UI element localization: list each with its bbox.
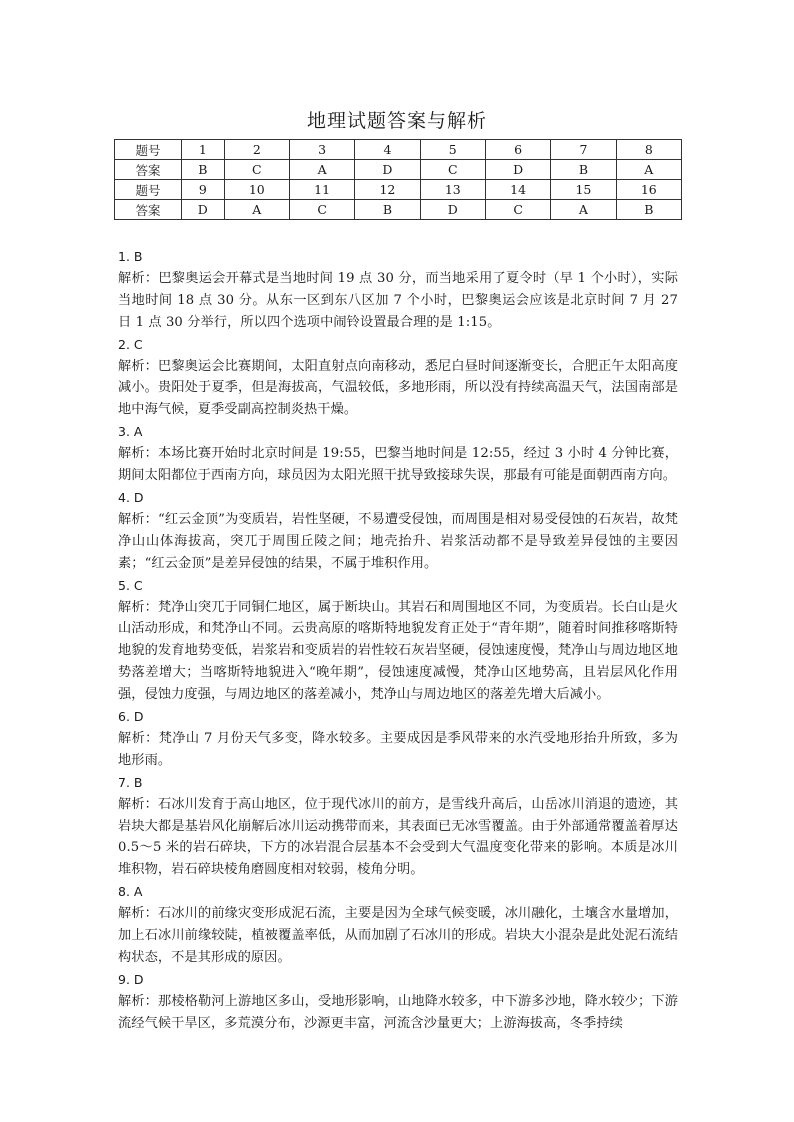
explanation-text: 解析：巴黎奥运会比赛期间，太阳直射点向南移动，悉尼白昼时间逐渐变长，合肥正午太阳高度减小。贵阳处于夏季，但是海拔高，气温较低，多地形雨，所以没有持续高温天气，法国南部是地中海气候，夏季受副高控制炎热干燥。	[118, 358, 678, 418]
table-cell: C	[420, 160, 485, 180]
table-cell: 11	[289, 180, 354, 200]
row-header: 题号	[115, 140, 182, 160]
table-cell: C	[224, 160, 289, 180]
table-cell: 5	[420, 140, 485, 160]
answer-number: 4. D	[118, 489, 144, 505]
table-cell: D	[420, 200, 485, 220]
table-cell: A	[551, 200, 616, 220]
table-cell: A	[289, 160, 354, 180]
table-cell: 1	[182, 140, 225, 160]
explanation-text: 解析：“红云金顶”为变质岩，岩性坚硬，不易遭受侵蚀，而周围是相对易受侵蚀的石灰岩，故梵净山山体海拔高，突兀于周围丘陵之间；地壳抬升、岩浆活动都不是导致差异侵蚀的主要因素；“红云金顶”是差异侵蚀的结果，不属于堆积作用。	[118, 511, 678, 571]
explanation-text: 解析：本场比赛开始时北京时间是 19:55，巴黎当地时间是 12:55，经过 3 小时 4 分钟比赛，期间太阳都位于西南方向，球员因为太阳光照干扰导致接球失误，那最有可能是面朝西南方向。	[118, 446, 678, 484]
row-header: 题号	[115, 180, 182, 200]
answer-number: 9. D	[118, 971, 144, 987]
table-cell: D	[182, 200, 225, 220]
table-cell: B	[551, 160, 616, 180]
explanation-text: 解析：石冰川发育于高山地区，位于现代冰川的前方，是雪线升高后，山岳冰川消退的遗迹，其岩块大都是基岩风化崩解后冰川运动携带而来，其表面已无冰雪覆盖。由于外部通常覆盖着厚达 0.5～5 米的岩石碎块，下方的冰岩混合层基本不会受到大气温度变化带来的影响。本质是冰川堆积物，岩石碎块棱角磨圆度相对较弱，棱角分明。	[118, 796, 678, 878]
table-cell: 2	[224, 140, 289, 160]
answer-number: 2. C	[118, 336, 143, 352]
table-cell: B	[182, 160, 225, 180]
answer-number: 6. D	[118, 709, 144, 725]
table-cell: 12	[355, 180, 420, 200]
table-cell: C	[485, 200, 550, 220]
table-row	[115, 140, 682, 160]
answer-number: 7. B	[118, 774, 143, 790]
table-cell: 13	[420, 180, 485, 200]
row-header: 答案	[115, 200, 182, 220]
table-cell: 10	[224, 180, 289, 200]
table-cell: C	[289, 200, 354, 220]
explanation-text: 解析：石冰川的前缘灾变形成泥石流，主要是因为全球气候变暖，冰川融化，土壤含水量增加，加上石冰川前缘较陡，植被覆盖率低，从而加剧了石冰川的形成。岩块大小混杂是此处泥石流结构状态，不是其形成的原因。	[118, 906, 678, 965]
explanations	[118, 246, 678, 1035]
answer-number: 1. B	[118, 249, 143, 264]
table-cell: A	[616, 160, 681, 180]
table-cell: D	[355, 160, 420, 180]
table-cell: 9	[182, 180, 225, 200]
answer-number: 8. A	[118, 884, 143, 900]
table-cell: 4	[355, 140, 420, 160]
table-cell: 16	[616, 180, 681, 200]
answer-number: 3. A	[118, 424, 143, 440]
table-row	[115, 200, 682, 220]
explanation-text: 解析：梵净山突兀于同铜仁地区，属于断块山。其岩石和周围地区不同，为变质岩。长白山是火山活动形成，和梵净山不同。云贵高原的喀斯特地貌发育正处于“青年期”，随着时间推移喀斯特地貌的发育地势变低，岩浆岩和变质岩的岩性较石灰岩坚硬，侵蚀速度慢，梵净山与周边地区地势落差增大；当喀斯特地貌进入“晚年期”，侵蚀速度减慢，梵净山区地势高，且岩层风化作用强，侵蚀力度强，与周边地区的落差减小，梵净山与周边地区的落差先增大后减小。	[118, 599, 678, 703]
answer-number: 5. C	[118, 577, 143, 593]
table-cell: D	[485, 160, 550, 180]
row-header: 答案	[115, 160, 182, 180]
explanation-text: 解析：巴黎奥运会开幕式是当地时间 19 点 30 分，而当地采用了夏令时（早 1 个小时），实际当地时间 18 点 30 分。从东一区到东八区加 7 个小时，巴黎奥运会应该是北京时间 7 月 27 日 1 点 30 分举行，所以四个选项中闹铃设置最合理的是 1:15。	[118, 270, 678, 330]
table-row	[115, 180, 682, 200]
answer-table	[114, 139, 682, 220]
page-title: 地理试题答案与解析	[306, 110, 487, 132]
table-cell: A	[224, 200, 289, 220]
explanation-text: 解析：梵净山 7 月份天气多变，降水较多。主要成因是季风带来的水汽受地形抬升所致，多为地形雨。	[118, 730, 678, 768]
table-cell: B	[355, 200, 420, 220]
explanation-text: 解析：那棱格勒河上游地区多山，受地形影响，山地降水较多，中下游多沙地，降水较少；下游流经气候干旱区，多荒漠分布，沙源更丰富，河流含沙量更大；上游海拔高，冬季持续	[118, 993, 678, 1031]
table-cell: 15	[551, 180, 616, 200]
table-cell: 8	[616, 140, 681, 160]
table-cell: B	[616, 200, 681, 220]
table-cell: 6	[485, 140, 550, 160]
table-row	[115, 160, 682, 180]
table-cell: 3	[289, 140, 354, 160]
table-cell: 7	[551, 140, 616, 160]
table-cell: 14	[485, 180, 550, 200]
